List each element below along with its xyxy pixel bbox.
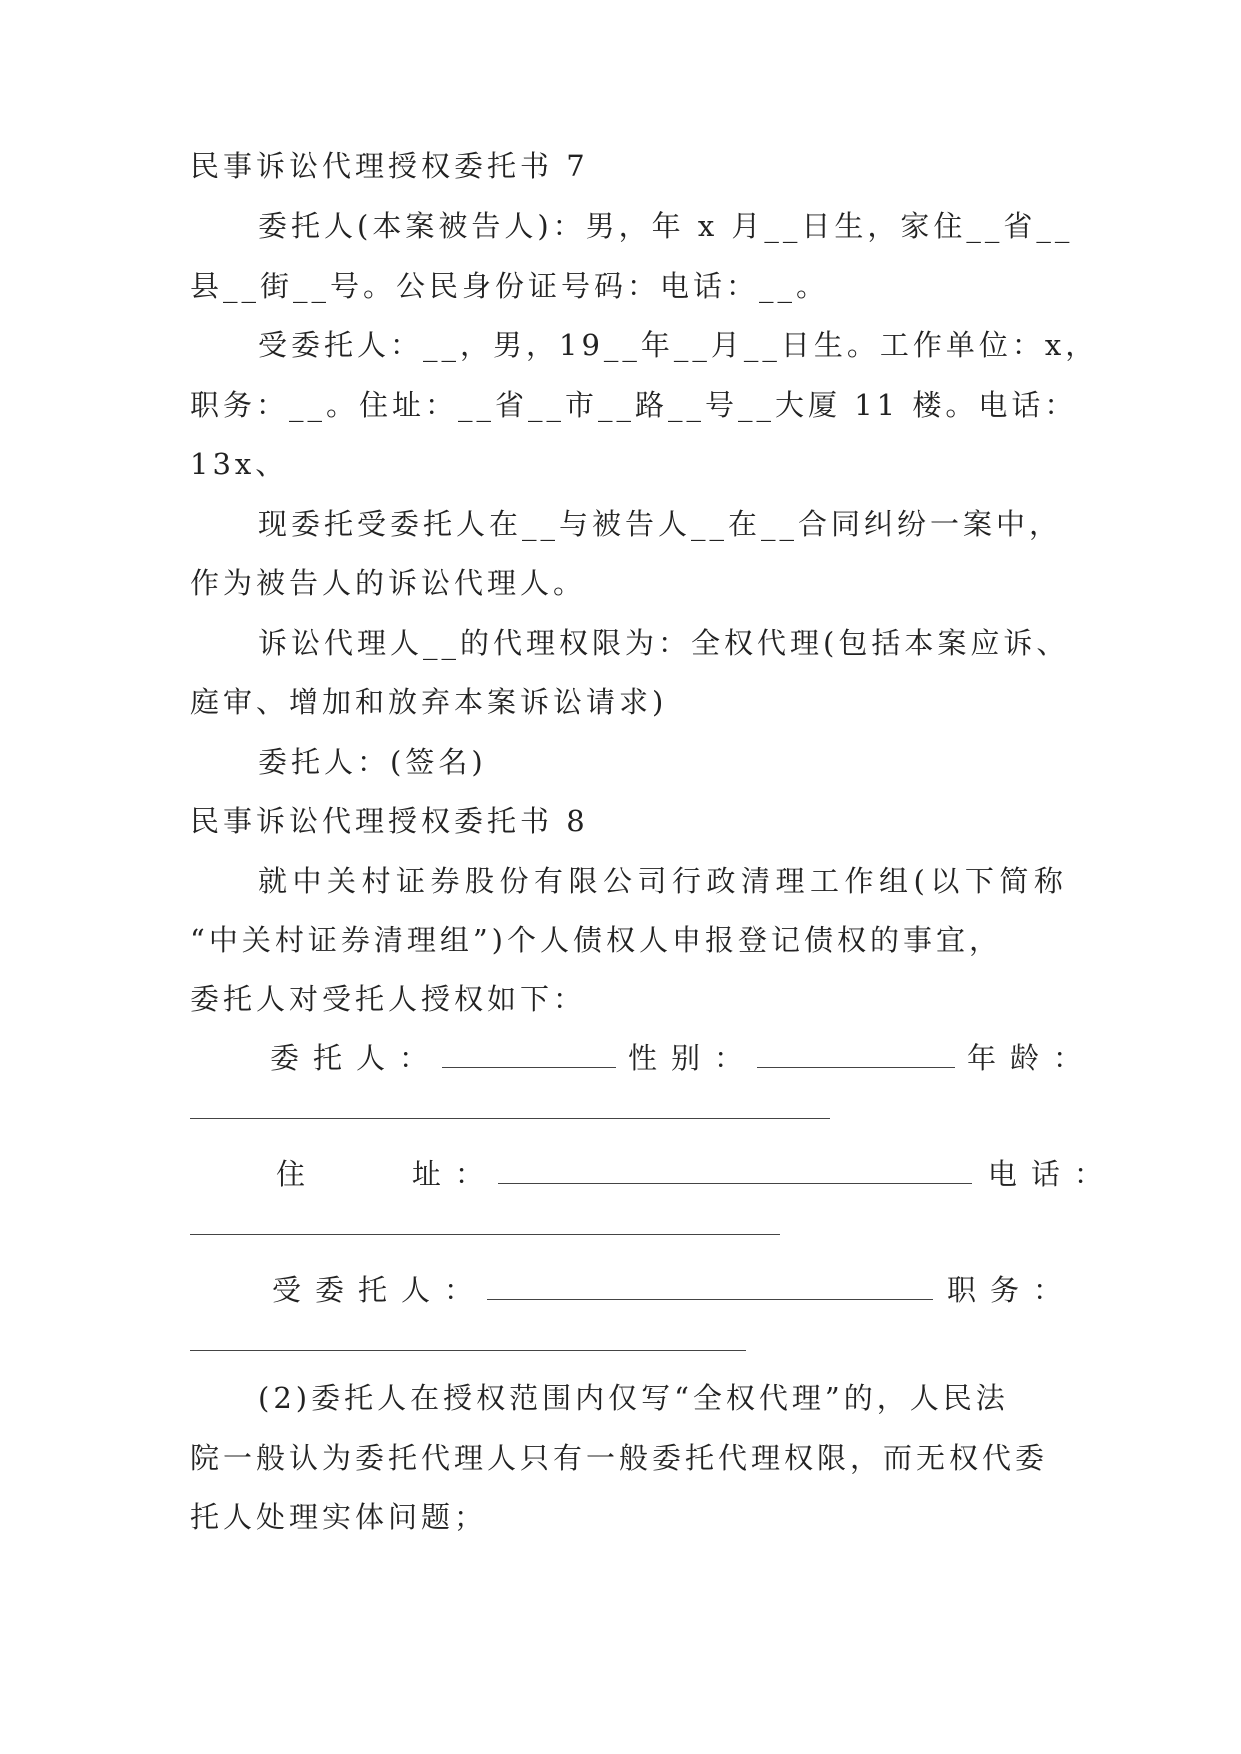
agent-label: 受委托人： [272,1273,488,1307]
principal-blank [442,1041,616,1068]
note-line: (2)委托人在授权范围内仅写“全权代理”的，人民法 [258,1381,1009,1415]
doc7-paragraph-line: 职务：__。住址：__省__市__路__号__大厦 11 楼。电话： [190,388,1078,422]
doc7-paragraph-line: 委托人(本案被告人)：男，年 x 月__日生，家住__省__ [258,209,1074,243]
address-label: 住 址： [276,1157,498,1191]
doc7-paragraph-line: 作为被告人的诉讼代理人。 [190,566,587,600]
phone-label: 电话： [987,1157,1117,1191]
phone-blank-line [190,1234,780,1235]
principal-label: 委托人： [270,1041,443,1075]
doc7-title: 民事诉讼代理授权委托书 7 [190,149,589,183]
principal-row [270,1038,1096,1078]
doc8-paragraph-line: “中关村证券清理组”)个人债权人申报登记债权的事宜， [190,923,1002,957]
gender-blank [757,1041,955,1068]
doc8-title: 民事诉讼代理授权委托书 8 [190,804,589,838]
doc7-paragraph-line: 县__街__号。公民身份证号码：电话：__。 [190,269,830,303]
agent-row [272,1270,1076,1310]
address-blank [498,1157,972,1184]
agent-blank [487,1273,933,1300]
doc7-paragraph-line: 受委托人：__，男，19__年__月__日生。工作单位：x， [258,328,1099,362]
doc7-paragraph-line: 庭审、增加和放弃本案诉讼请求) [190,685,668,719]
position-blank-line [190,1350,746,1351]
age-label: 年龄： [967,1041,1097,1075]
doc7-signature-line: 委托人：(签名) [258,745,487,779]
doc8-paragraph-line: 委托人对受托人授权如下： [190,982,587,1016]
note-line: 院一般认为委托代理人只有一般委托代理权限，而无权代委 [190,1441,1049,1475]
note-line: 托人处理实体问题； [190,1500,488,1534]
doc8-paragraph-line: 就中关村证券股份有限公司行政清理工作组(以下简称 [258,864,1069,898]
doc7-paragraph-line: 诉讼代理人__的代理权限为：全权代理(包括本案应诉、 [258,626,1070,660]
gender-label: 性别： [628,1041,758,1075]
address-row [276,1154,1117,1194]
position-label: 职务： [947,1273,1077,1307]
doc7-paragraph-line: 13x、 [190,447,289,481]
age-blank-line [190,1118,830,1119]
doc7-paragraph-line: 现委托受委托人在__与被告人__在__合同纠纷一案中， [258,507,1063,541]
